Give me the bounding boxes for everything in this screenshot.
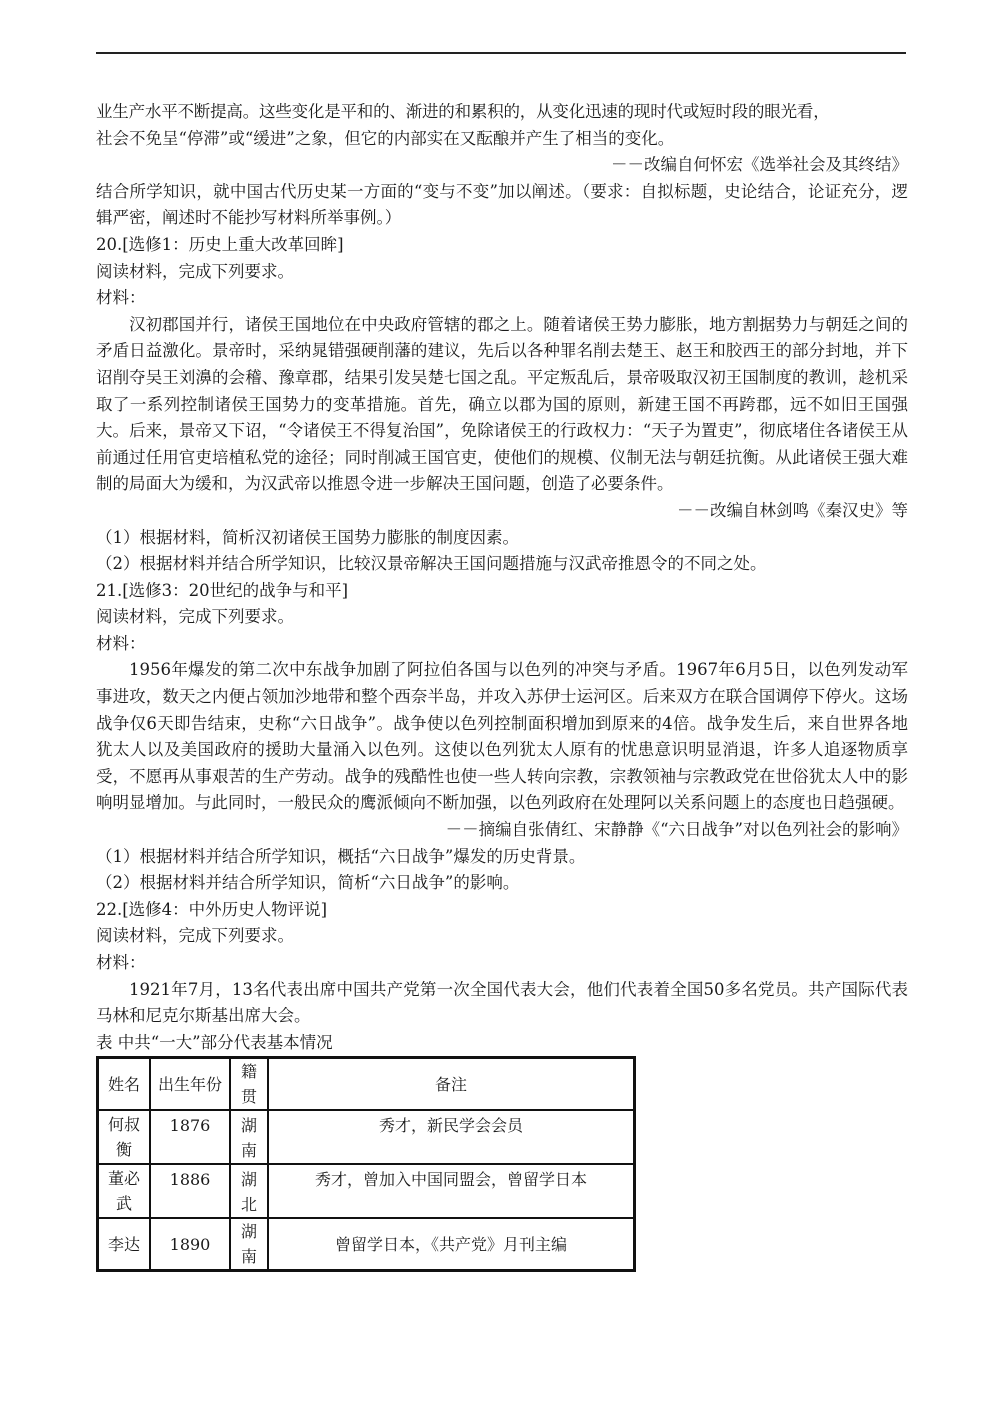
cell-name: 李达 bbox=[98, 1218, 150, 1270]
table-row bbox=[98, 1110, 634, 1164]
cell-name: 何叔衡 bbox=[98, 1110, 150, 1164]
cell-remarks: 秀才，新民学会会员 bbox=[268, 1110, 634, 1164]
q21-source: －－摘编自张倩红、宋静静《“六日战争”对以色列社会的影响》 bbox=[445, 820, 908, 840]
intro-line-1: 业生产水平不断提高。这些变化是平和的、渐进的和累积的，从变化迅速的现时代或短时段的眼光看， bbox=[96, 102, 830, 121]
table-row bbox=[98, 1164, 634, 1218]
intro-line-2: 社会不免呈“停滞”或“缓进”之象，但它的内部实在又酝酿并产生了相当的变化。 bbox=[96, 128, 675, 148]
q19-task: 结合所学知识，就中国古代历史某一方面的“变与不变”加以阐述。（要求：自拟标题，史论结合，论证充分，逻辑严密，阐述时不能抄写材料所举事例。） bbox=[96, 181, 908, 228]
q21-material: 1956年爆发的第二次中东战争加剧了阿拉伯各国与以色列的冲突与矛盾。1967年6月5日，以色列发动军事进攻，数天之内便占领加沙地带和整个西奈半岛，并攻入苏伊士运河区。后来双方在联合国调停下停火。这场战争仅6天即告结束，史称“六日战争”。战争使以色列控制面积增加到原来的4倍。战争发生后，来自世界各地犹太人以及美国政府的援助大量涌入以色列。这使以色列犹太人原有的忧患意识明显消退，许多人追逐物质享受，不愿再从事艰苦的生产劳动。战争的残酷性也使一些人转向宗教，宗教领袖与宗教政党在世俗犹太人中的影响明显增加。与此同时，一般民众的鹰派倾向不断加强，以色列政府在处理阿以关系问题上的态度也日趋强硬。 bbox=[96, 660, 908, 813]
cell-native-place: 湖南 bbox=[230, 1218, 268, 1270]
q20-question-1: （1）根据材料，简析汉初诸侯王国势力膨胀的制度因素。 bbox=[96, 527, 519, 547]
q21-instruction: 阅读材料，完成下列要求。 bbox=[96, 607, 294, 627]
cell-birth-year: 1876 bbox=[150, 1110, 230, 1164]
q20-heading: 20.[选修1：历史上重大改革回眸] bbox=[96, 234, 344, 254]
q20-instruction: 阅读材料，完成下列要求。 bbox=[96, 261, 294, 281]
q20-question-2: （2）根据材料并结合所学知识，比较汉景帝解决王国问题措施与汉武帝推恩令的不同之处。 bbox=[96, 554, 767, 574]
header-native-place: 籍贯 bbox=[230, 1058, 268, 1110]
q21-heading: 21.[选修3：20世纪的战争与和平] bbox=[96, 580, 349, 600]
table-header-row bbox=[98, 1058, 634, 1110]
q20-source: －－改编自林剑鸣《秦汉史》等 bbox=[677, 500, 908, 520]
q22-material-label: 材料： bbox=[96, 953, 146, 972]
q21-question-1: （1）根据材料并结合所学知识，概括“六日战争”爆发的历史背景。 bbox=[96, 846, 586, 866]
header-rule bbox=[96, 52, 906, 54]
intro-source: －－改编自何怀宏《选举社会及其终结》 bbox=[611, 155, 908, 175]
cell-birth-year: 1886 bbox=[150, 1164, 230, 1218]
cell-remarks: 曾留学日本，《共产党》月刊主编 bbox=[268, 1218, 634, 1270]
q21-question-2: （2）根据材料并结合所学知识，简析“六日战争”的影响。 bbox=[96, 873, 520, 893]
q20-material: 汉初郡国并行，诸侯王国地位在中央政府管辖的郡之上。随着诸侯王势力膨胀，地方割据势力与朝廷之间的矛盾日益激化。景帝时，采纳晁错强硬削藩的建议，先后以各种罪名削去楚王、赵王和胶西王的部分封地，并下诏削夺吴王刘濞的会稽、豫章郡，结果引发吴楚七国之乱。平定叛乱后，景帝吸取汉初王国制度的教训，趁机采取了一系列控制诸侯王国势力的变革措施。首先，确立以郡为国的原则，新建王国不再跨郡，远不如旧王国强大。后来，景帝又下诏，“令诸侯王不得复治国”，免除诸侯王的行政权力：“天子为置吏”，彻底堵住各诸侯王从前通过任用官吏培植私党的途径；同时削减王国官吏，使他们的规模、仪制无法与朝廷抗衡。从此诸侯王强大难制的局面大为缓和，为汉武帝以推恩令进一步解决王国问题，创造了必要条件。 bbox=[96, 314, 908, 494]
q20-material-label: 材料： bbox=[96, 288, 146, 308]
cell-native-place: 湖南 bbox=[230, 1110, 268, 1164]
q22-material: 1921年7月，13名代表出席中国共产党第一次全国代表大会，他们代表着全国50多名党员。共产国际代表马林和尼克尔斯基出席大会。 bbox=[96, 979, 908, 1026]
header-remarks: 备注 bbox=[268, 1058, 634, 1110]
cell-native-place: 湖北 bbox=[230, 1164, 268, 1218]
table-caption: 表 中共“一大”部分代表基本情况 bbox=[96, 1032, 333, 1052]
cell-remarks: 秀才，曾加入中国同盟会，曾留学日本 bbox=[268, 1164, 634, 1218]
delegates-table bbox=[96, 1056, 636, 1272]
cell-birth-year: 1890 bbox=[150, 1218, 230, 1270]
cell-name: 董必武 bbox=[98, 1164, 150, 1218]
header-name: 姓名 bbox=[98, 1058, 150, 1110]
document-body bbox=[96, 99, 908, 1272]
q22-heading: 22.[选修4：中外历史人物评说] bbox=[96, 899, 328, 919]
q22-instruction: 阅读材料，完成下列要求。 bbox=[96, 926, 294, 946]
table-row bbox=[98, 1218, 634, 1270]
q21-material-label: 材料： bbox=[96, 633, 146, 653]
header-birth-year: 出生年份 bbox=[150, 1058, 230, 1110]
